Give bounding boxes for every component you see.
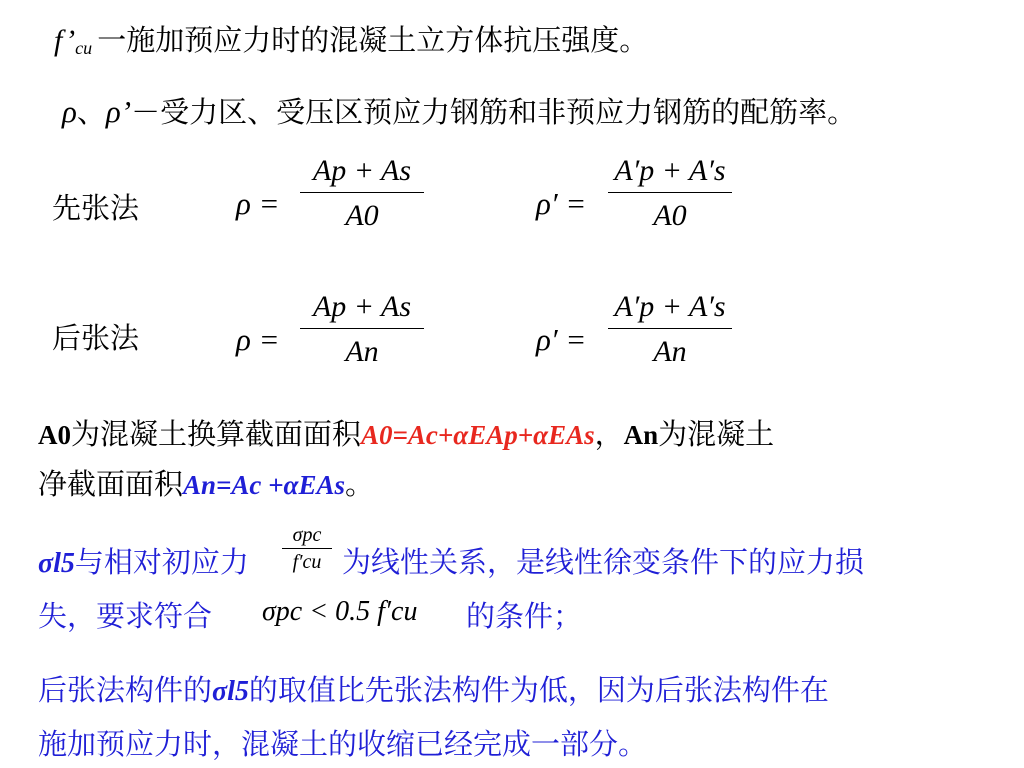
pretension-rhop-numerator: A′p + A′s <box>614 154 726 187</box>
rho-symbol: ρ <box>62 94 77 129</box>
rho-description: －受力区、受压区预应力钢筋和非预应力钢筋的配筋率。 <box>131 95 857 129</box>
pretension-rhop-lhs: ρ′ = <box>536 186 587 221</box>
line-fcu-definition <box>54 18 648 59</box>
stress-condition: σpc < 0.5 f′cu <box>262 596 418 627</box>
an-symbol: An <box>623 420 659 450</box>
posttension-rho-fraction <box>300 290 424 369</box>
pretension-rho-fraction <box>300 154 424 233</box>
sigma-text-1: 与相对初应力 <box>74 545 249 579</box>
relative-stress-numerator: σpc <box>292 524 322 546</box>
pretension-rho-denominator: A0 <box>345 199 379 232</box>
pretension-label: 先张法 <box>52 191 140 225</box>
fraction-bar <box>608 192 732 193</box>
last-sigma-l5-symbol: σl5 <box>212 676 249 707</box>
a0-description: 为混凝土换算截面面积 <box>71 417 362 451</box>
a0-symbol: A0 <box>38 420 71 450</box>
pretension-rhop-denominator: A0 <box>653 199 687 232</box>
fcu-symbol: f’ <box>54 24 76 57</box>
rho-prime-symbol: ρ’ <box>105 94 132 129</box>
sigma-text-2: 为线性关系，是线性徐变条件下的应力损 <box>342 545 865 579</box>
last-paragraph-line2: 施加预应力时，混凝土的收缩已经完成一部分。 <box>38 727 648 761</box>
net-area-text: 净截面面积 <box>38 467 184 501</box>
posttension-rhop-lhs: ρ′ = <box>536 322 587 357</box>
relative-stress-denominator: f′cu <box>292 551 322 573</box>
sigma-paragraph-line1 <box>38 540 249 581</box>
rho-separator: 、 <box>76 95 106 129</box>
relative-stress-fraction <box>282 524 332 573</box>
sigma-l5-symbol: σl5 <box>38 548 75 579</box>
posttension-rhop-denominator: An <box>653 335 687 368</box>
area-end-mark: 。 <box>345 467 375 501</box>
fcu-description: 一施加预应力时的混凝土立方体抗压强度。 <box>97 23 649 57</box>
pretension-rhop-fraction <box>608 154 732 233</box>
posttension-rho-denominator: An <box>345 335 379 368</box>
fraction-bar <box>300 328 424 329</box>
last-text-1: 后张法构件的 <box>38 673 213 707</box>
an-formula: An=Ac +αEAs <box>183 470 346 500</box>
pretension-rho-lhs: ρ = <box>236 186 280 221</box>
last-paragraph-line1 <box>38 668 829 709</box>
posttension-rho-lhs: ρ = <box>236 322 280 357</box>
sigma-text-4: 的条件； <box>466 599 583 633</box>
fraction-bar <box>282 548 332 549</box>
fcu-subscript: cu <box>75 38 93 59</box>
a0-formula: A0=Ac+αEAp+αEAs <box>361 420 595 450</box>
pretension-rho-numerator: Ap + As <box>312 154 412 187</box>
line-rho-definition <box>62 90 856 131</box>
an-description: 为混凝土 <box>658 417 775 451</box>
sigma-text-3: 失，要求符合 <box>38 599 213 633</box>
area-separator: ， <box>594 417 624 451</box>
posttension-rhop-fraction <box>608 290 732 369</box>
fraction-bar <box>300 192 424 193</box>
posttension-rho-numerator: Ap + As <box>312 290 412 323</box>
posttension-label: 后张法 <box>52 321 140 355</box>
posttension-rhop-numerator: A′p + A′s <box>614 290 726 323</box>
area-definition-line2 <box>38 462 374 503</box>
last-text-2: 的取值比先张法构件为低，因为后张法构件在 <box>248 673 829 707</box>
area-definition-line1 <box>38 412 774 453</box>
fraction-bar <box>608 328 732 329</box>
